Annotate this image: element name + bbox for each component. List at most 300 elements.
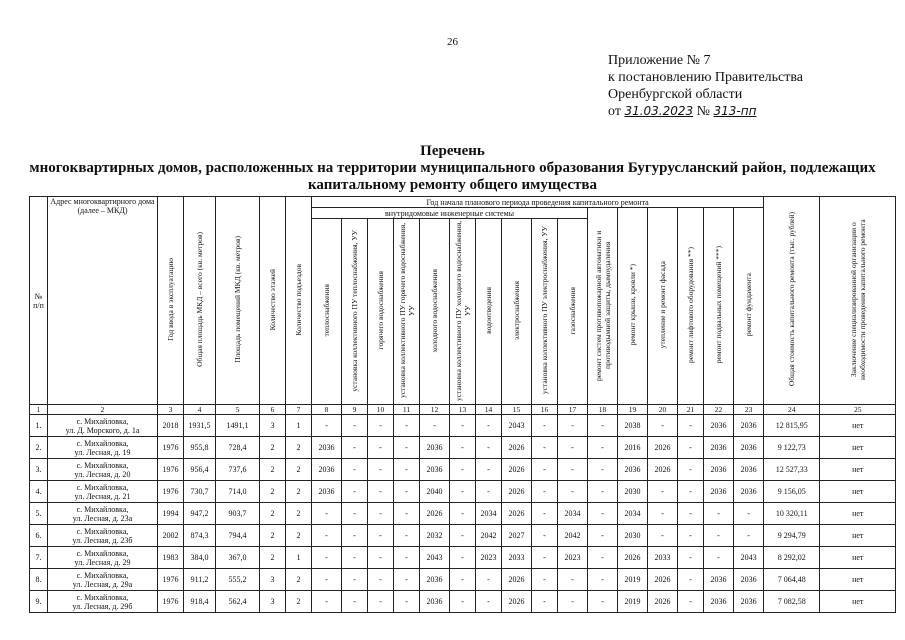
column-number: 8 [312,405,342,415]
table-cell: 8. [30,569,48,591]
table-cell: 2036 [734,569,764,591]
table-cell: нет [820,525,896,547]
table-cell: - [648,415,678,437]
table-cell: - [588,591,618,613]
table-cell: 2034 [558,503,588,525]
table-cell: 2036 [704,459,734,481]
table-cell: 1976 [158,437,184,459]
table-cell: 2036 [618,459,648,481]
table-cell: 2036 [704,415,734,437]
table-cell: - [532,547,558,569]
table-cell: нет [820,415,896,437]
table-cell: 12 527,33 [764,459,820,481]
table-cell: 2026 [648,437,678,459]
table-cell: 2019 [618,569,648,591]
header-c15: электроснабжения [502,219,532,405]
table-cell: 2026 [502,437,532,459]
table-cell: 2 [260,459,286,481]
table-cell: - [342,437,368,459]
table-cell: - [368,591,394,613]
table-cell: - [558,415,588,437]
table-cell: 2 [286,437,312,459]
table-cell: - [476,437,502,459]
table-cell: - [532,591,558,613]
table-cell: - [368,525,394,547]
appendix-block [608,52,898,120]
table-cell: 2019 [618,591,648,613]
table-cell: 1983 [158,547,184,569]
table-cell: 737,6 [216,459,260,481]
table-cell: - [342,569,368,591]
table-cell: 2036 [734,415,764,437]
header-c21: ремонт лифтового оборудования **) [678,208,704,405]
table-cell: - [394,569,420,591]
table-cell: 9 294,79 [764,525,820,547]
table-cell: - [342,481,368,503]
table-cell: - [678,415,704,437]
table-cell: - [312,525,342,547]
header-c12: холодного водоснабжения [420,219,450,405]
table-cell: - [588,569,618,591]
table-cell: 9 156,05 [764,481,820,503]
table-cell: 2023 [476,547,502,569]
header-c22: ремонт подвальных помещений ***) [704,208,734,405]
column-number: 17 [558,405,588,415]
column-number: 15 [502,405,532,415]
table-cell: 2043 [502,415,532,437]
table-cell: 2026 [420,503,450,525]
table-cell: 2002 [158,525,184,547]
table-cell: с. Михайловка, ул. Лесная, д. 29б [48,591,158,613]
table-cell: нет [820,547,896,569]
table-cell: - [558,459,588,481]
table-cell: 2036 [420,591,450,613]
table-cell: 3 [260,569,286,591]
table-cell: 2040 [420,481,450,503]
table-cell: - [678,547,704,569]
table-cell: 562,4 [216,591,260,613]
table-cell: - [368,547,394,569]
header-systems: внутридомовые инженерные системы [312,208,588,219]
table-cell: - [678,459,704,481]
header-c23: ремонт фундамента [734,208,764,405]
table-cell: - [532,481,558,503]
table-cell: - [450,415,476,437]
table-cell: - [342,503,368,525]
table-cell: - [704,503,734,525]
table-row [30,547,896,569]
header-c11: установка коллективного ПУ горячего водоснабжения, УУ [394,219,420,405]
table-cell: - [648,525,678,547]
table-cell: - [648,481,678,503]
table-cell: 728,4 [216,437,260,459]
table-cell: - [450,525,476,547]
table-cell: 955,8 [184,437,216,459]
table-cell: 3 [260,415,286,437]
table-cell: - [342,547,368,569]
title-line1: Перечень [420,143,485,159]
table-cell: - [394,437,420,459]
column-number: 19 [618,405,648,415]
column-number: 11 [394,405,420,415]
table-cell: - [704,547,734,569]
column-number: 6 [260,405,286,415]
table-cell: - [450,547,476,569]
table-cell: - [368,569,394,591]
column-number: 14 [476,405,502,415]
header-c17: газоснабжения [558,219,588,405]
table-cell: с. Михайловка, ул. Д. Морского, д. 1а [48,415,158,437]
appendix-line2: к постановлению Правительства [608,70,804,85]
table-cell: 2016 [618,437,648,459]
table-row [30,591,896,613]
table-cell: - [394,591,420,613]
table-cell: 2034 [476,503,502,525]
table-cell: 7 064,48 [764,569,820,591]
table-cell: 2043 [734,547,764,569]
table-cell: - [588,503,618,525]
table-cell: - [476,569,502,591]
table-cell: 3 [260,591,286,613]
table-cell: - [368,481,394,503]
table-cell: 2036 [420,459,450,481]
table-cell: 12 815,95 [764,415,820,437]
table-cell: 4. [30,481,48,503]
table-cell: 9 122,73 [764,437,820,459]
table-cell: 8 292,02 [764,547,820,569]
table-cell: нет [820,437,896,459]
header-c9: установка коллективного ПУ теплоснабжения, УУ [342,219,368,405]
table-cell: - [450,591,476,613]
table-cell: - [368,437,394,459]
table-row [30,525,896,547]
table-cell: 1994 [158,503,184,525]
column-number: 13 [450,405,476,415]
table-cell: 7 082,58 [764,591,820,613]
table-row [30,437,896,459]
title-line3: капитальному ремонту общего имущества [308,177,597,193]
table-cell: - [734,503,764,525]
column-number: 23 [734,405,764,415]
table-cell: 2036 [734,437,764,459]
table-cell: 2036 [312,437,342,459]
table-body [30,405,896,613]
table-cell: 2036 [704,437,734,459]
table-cell: - [312,591,342,613]
table-cell: нет [820,481,896,503]
header-c16: установка коллективного ПУ электроснабжения, УУ [532,219,558,405]
column-number: 2 [48,405,158,415]
table-cell: - [450,459,476,481]
header-total-area: Общая площадь МКД – всего (кв. метров) [184,197,216,405]
table-cell: - [678,569,704,591]
table-cell: 2 [260,547,286,569]
column-number: 3 [158,405,184,415]
table-cell: 2 [260,437,286,459]
table-cell: с. Михайловка, ул. Лесная, д. 29 [48,547,158,569]
table-cell: 1976 [158,569,184,591]
header-c8: теплоснабжения [312,219,342,405]
table-cell: 2026 [502,459,532,481]
table-cell: - [532,415,558,437]
table-cell: 2030 [618,525,648,547]
table-cell: 2036 [312,459,342,481]
table-cell: - [588,481,618,503]
column-number: 21 [678,405,704,415]
table-cell: 2 [286,591,312,613]
table-cell: - [476,415,502,437]
table-cell: 794,4 [216,525,260,547]
table-cell: 2036 [734,591,764,613]
table-cell: - [558,569,588,591]
header-total-cost: Общая стоимость капитального ремонта (тыс. рублей) [764,197,820,405]
header-premises-area: Площадь помещений МКД (кв. метров) [216,197,260,405]
column-number: 18 [588,405,618,415]
table-cell: 911,2 [184,569,216,591]
table-cell: - [312,547,342,569]
table-cell: - [368,503,394,525]
table-cell: 2 [286,459,312,481]
table-cell: 2026 [648,569,678,591]
table-cell: 2026 [648,591,678,613]
header-c10: горячего водоснабжения [368,219,394,405]
column-number: 1 [30,405,48,415]
table-cell: 2 [286,569,312,591]
header-year: Год ввода в эксплуатацию [158,197,184,405]
table-cell: - [368,415,394,437]
table-cell: - [394,503,420,525]
table-cell: - [558,481,588,503]
table-cell: нет [820,591,896,613]
table-cell: 3. [30,459,48,481]
appendix-date: 31.03.2023 [624,104,694,118]
table-cell: - [476,459,502,481]
table-cell: 714,0 [216,481,260,503]
table-cell: 874,3 [184,525,216,547]
table-cell: с. Михайловка, ул. Лесная, д. 29а [48,569,158,591]
table-cell: - [368,459,394,481]
table-cell: 9. [30,591,48,613]
table-cell: с. Михайловка, ул. Лесная, д. 19 [48,437,158,459]
table-cell: 947,2 [184,503,216,525]
table-cell: - [588,525,618,547]
table-cell: 2. [30,437,48,459]
table-cell: - [678,481,704,503]
table-cell: 384,0 [184,547,216,569]
table-cell: 730,7 [184,481,216,503]
header-no: № п/п [30,197,48,405]
table-cell: нет [820,503,896,525]
column-number: 7 [286,405,312,415]
column-number: 4 [184,405,216,415]
table-cell: - [678,437,704,459]
table-cell: - [532,459,558,481]
table-cell: - [394,415,420,437]
header-floors: Количество этажей [260,197,286,405]
table-cell: - [532,525,558,547]
table-cell: 10 320,11 [764,503,820,525]
appendix-from: от [608,104,621,119]
appendix-number: 313-пп [713,104,757,118]
table-cell: 2 [286,481,312,503]
table-cell: - [588,415,618,437]
table-cell: - [342,591,368,613]
table-cell: - [394,459,420,481]
header-c14: водоотведения [476,219,502,405]
header-period: Год начала планового периода проведения капитального ремонта [312,197,764,208]
table-cell: - [476,481,502,503]
table-cell: - [450,503,476,525]
column-number: 20 [648,405,678,415]
table-cell: 1. [30,415,48,437]
table-cell: 367,0 [216,547,260,569]
table-cell: 2018 [158,415,184,437]
table-cell: - [678,591,704,613]
table-cell: - [342,525,368,547]
table-cell: 2 [260,525,286,547]
table-cell: 5. [30,503,48,525]
table-cell: - [532,569,558,591]
header-entrances: Количество подъездов [286,197,312,405]
document-title [0,143,905,194]
table-cell: - [588,437,618,459]
table-cell: - [678,503,704,525]
column-number: 10 [368,405,394,415]
table-cell: 2026 [648,459,678,481]
table-cell: - [678,525,704,547]
table-cell: 2027 [502,525,532,547]
table-cell: 2026 [502,481,532,503]
header-address: Адрес многоквартирного дома (далее – МКД) [48,197,158,405]
table-cell: 6. [30,525,48,547]
table-cell: - [532,437,558,459]
table-cell: 2034 [618,503,648,525]
table-cell: 2026 [502,503,532,525]
table-cell: - [704,525,734,547]
table-cell: 2 [286,503,312,525]
table-cell: 2 [286,525,312,547]
table-cell: - [558,591,588,613]
table-cell: 956,4 [184,459,216,481]
page-number: 26 [447,36,458,48]
table-cell: - [450,437,476,459]
table-cell: - [532,503,558,525]
column-number: 22 [704,405,734,415]
header-c13: установка коллективного ПУ холодного водоснабжения, УУ [450,219,476,405]
table-cell: - [312,569,342,591]
column-number: 12 [420,405,450,415]
table-row [30,503,896,525]
table-cell: - [312,415,342,437]
table-cell: 1976 [158,459,184,481]
header-c19: ремонт крыши, кровли *) [618,208,648,405]
table-cell: 2 [260,481,286,503]
table-cell: 2042 [476,525,502,547]
table-cell: - [450,569,476,591]
table-cell: - [588,547,618,569]
table-cell: 555,2 [216,569,260,591]
table-cell: 918,4 [184,591,216,613]
table-cell: 2036 [734,459,764,481]
table-cell: с. Михайловка, ул. Лесная, д. 20 [48,459,158,481]
column-number: 25 [820,405,896,415]
table-cell: - [342,459,368,481]
table-cell: 2036 [420,569,450,591]
table-cell: 2036 [704,591,734,613]
table-row [30,481,896,503]
header-c18: ремонт систем противопожарной автоматики и противодымной защиты, дымоудаления [588,208,618,405]
table-cell: 1491,1 [216,415,260,437]
table-cell: 2036 [312,481,342,503]
table-cell: нет [820,569,896,591]
table-cell: - [394,547,420,569]
table-cell: 2036 [704,569,734,591]
column-number: 24 [764,405,820,415]
table-cell: 2026 [502,591,532,613]
table-cell: - [342,415,368,437]
table-cell: 2033 [648,547,678,569]
header-c20: утепление и ремонт фасада [648,208,678,405]
table-cell: 2036 [704,481,734,503]
table-cell: 2026 [502,569,532,591]
table-cell: 2042 [558,525,588,547]
table-cell: 1 [286,415,312,437]
column-number: 5 [216,405,260,415]
table-cell: - [588,459,618,481]
column-number: 9 [342,405,368,415]
table-cell: - [394,481,420,503]
appendix-line3: Оренбургской области [608,87,743,102]
table-cell: - [558,437,588,459]
table-cell: - [312,503,342,525]
table-cell: 2026 [618,547,648,569]
table-cell: - [648,503,678,525]
table-cell: 2036 [734,481,764,503]
appendix-line1: Приложение № 7 [608,53,711,68]
table-cell: 2023 [558,547,588,569]
table-cell: с. Михайловка, ул. Лесная, д. 23б [48,525,158,547]
table-cell: 2033 [502,547,532,569]
table-cell: 1 [286,547,312,569]
table-cell: 2 [260,503,286,525]
table-cell: - [734,525,764,547]
table-cell: 1931,5 [184,415,216,437]
table-cell: - [476,591,502,613]
table-cell: - [394,525,420,547]
table-cell: 1976 [158,481,184,503]
table-row [30,415,896,437]
title-line2: многоквартирных домов, расположенных на территории муниципального образования Бугурусланский район, подлежащих [29,160,876,176]
table-cell: 1976 [158,591,184,613]
buildings-table [29,196,896,613]
appendix-no: № [696,104,711,119]
table-cell: с. Михайловка, ул. Лесная, д. 23а [48,503,158,525]
table-cell: с. Михайловка, ул. Лесная, д. 21 [48,481,158,503]
table-cell: 2038 [618,415,648,437]
table-cell: нет [820,459,896,481]
table-cell: 2036 [420,437,450,459]
table-cell: - [420,415,450,437]
header-conclusion: Заключение специализированной организации о необходимости проведения капитального ремонта [820,197,896,405]
column-number-row [30,405,896,415]
table-row [30,569,896,591]
table-cell: 2043 [420,547,450,569]
table-cell: 903,7 [216,503,260,525]
column-number: 16 [532,405,558,415]
table-row [30,459,896,481]
table-cell: 2030 [618,481,648,503]
table-cell: - [450,481,476,503]
